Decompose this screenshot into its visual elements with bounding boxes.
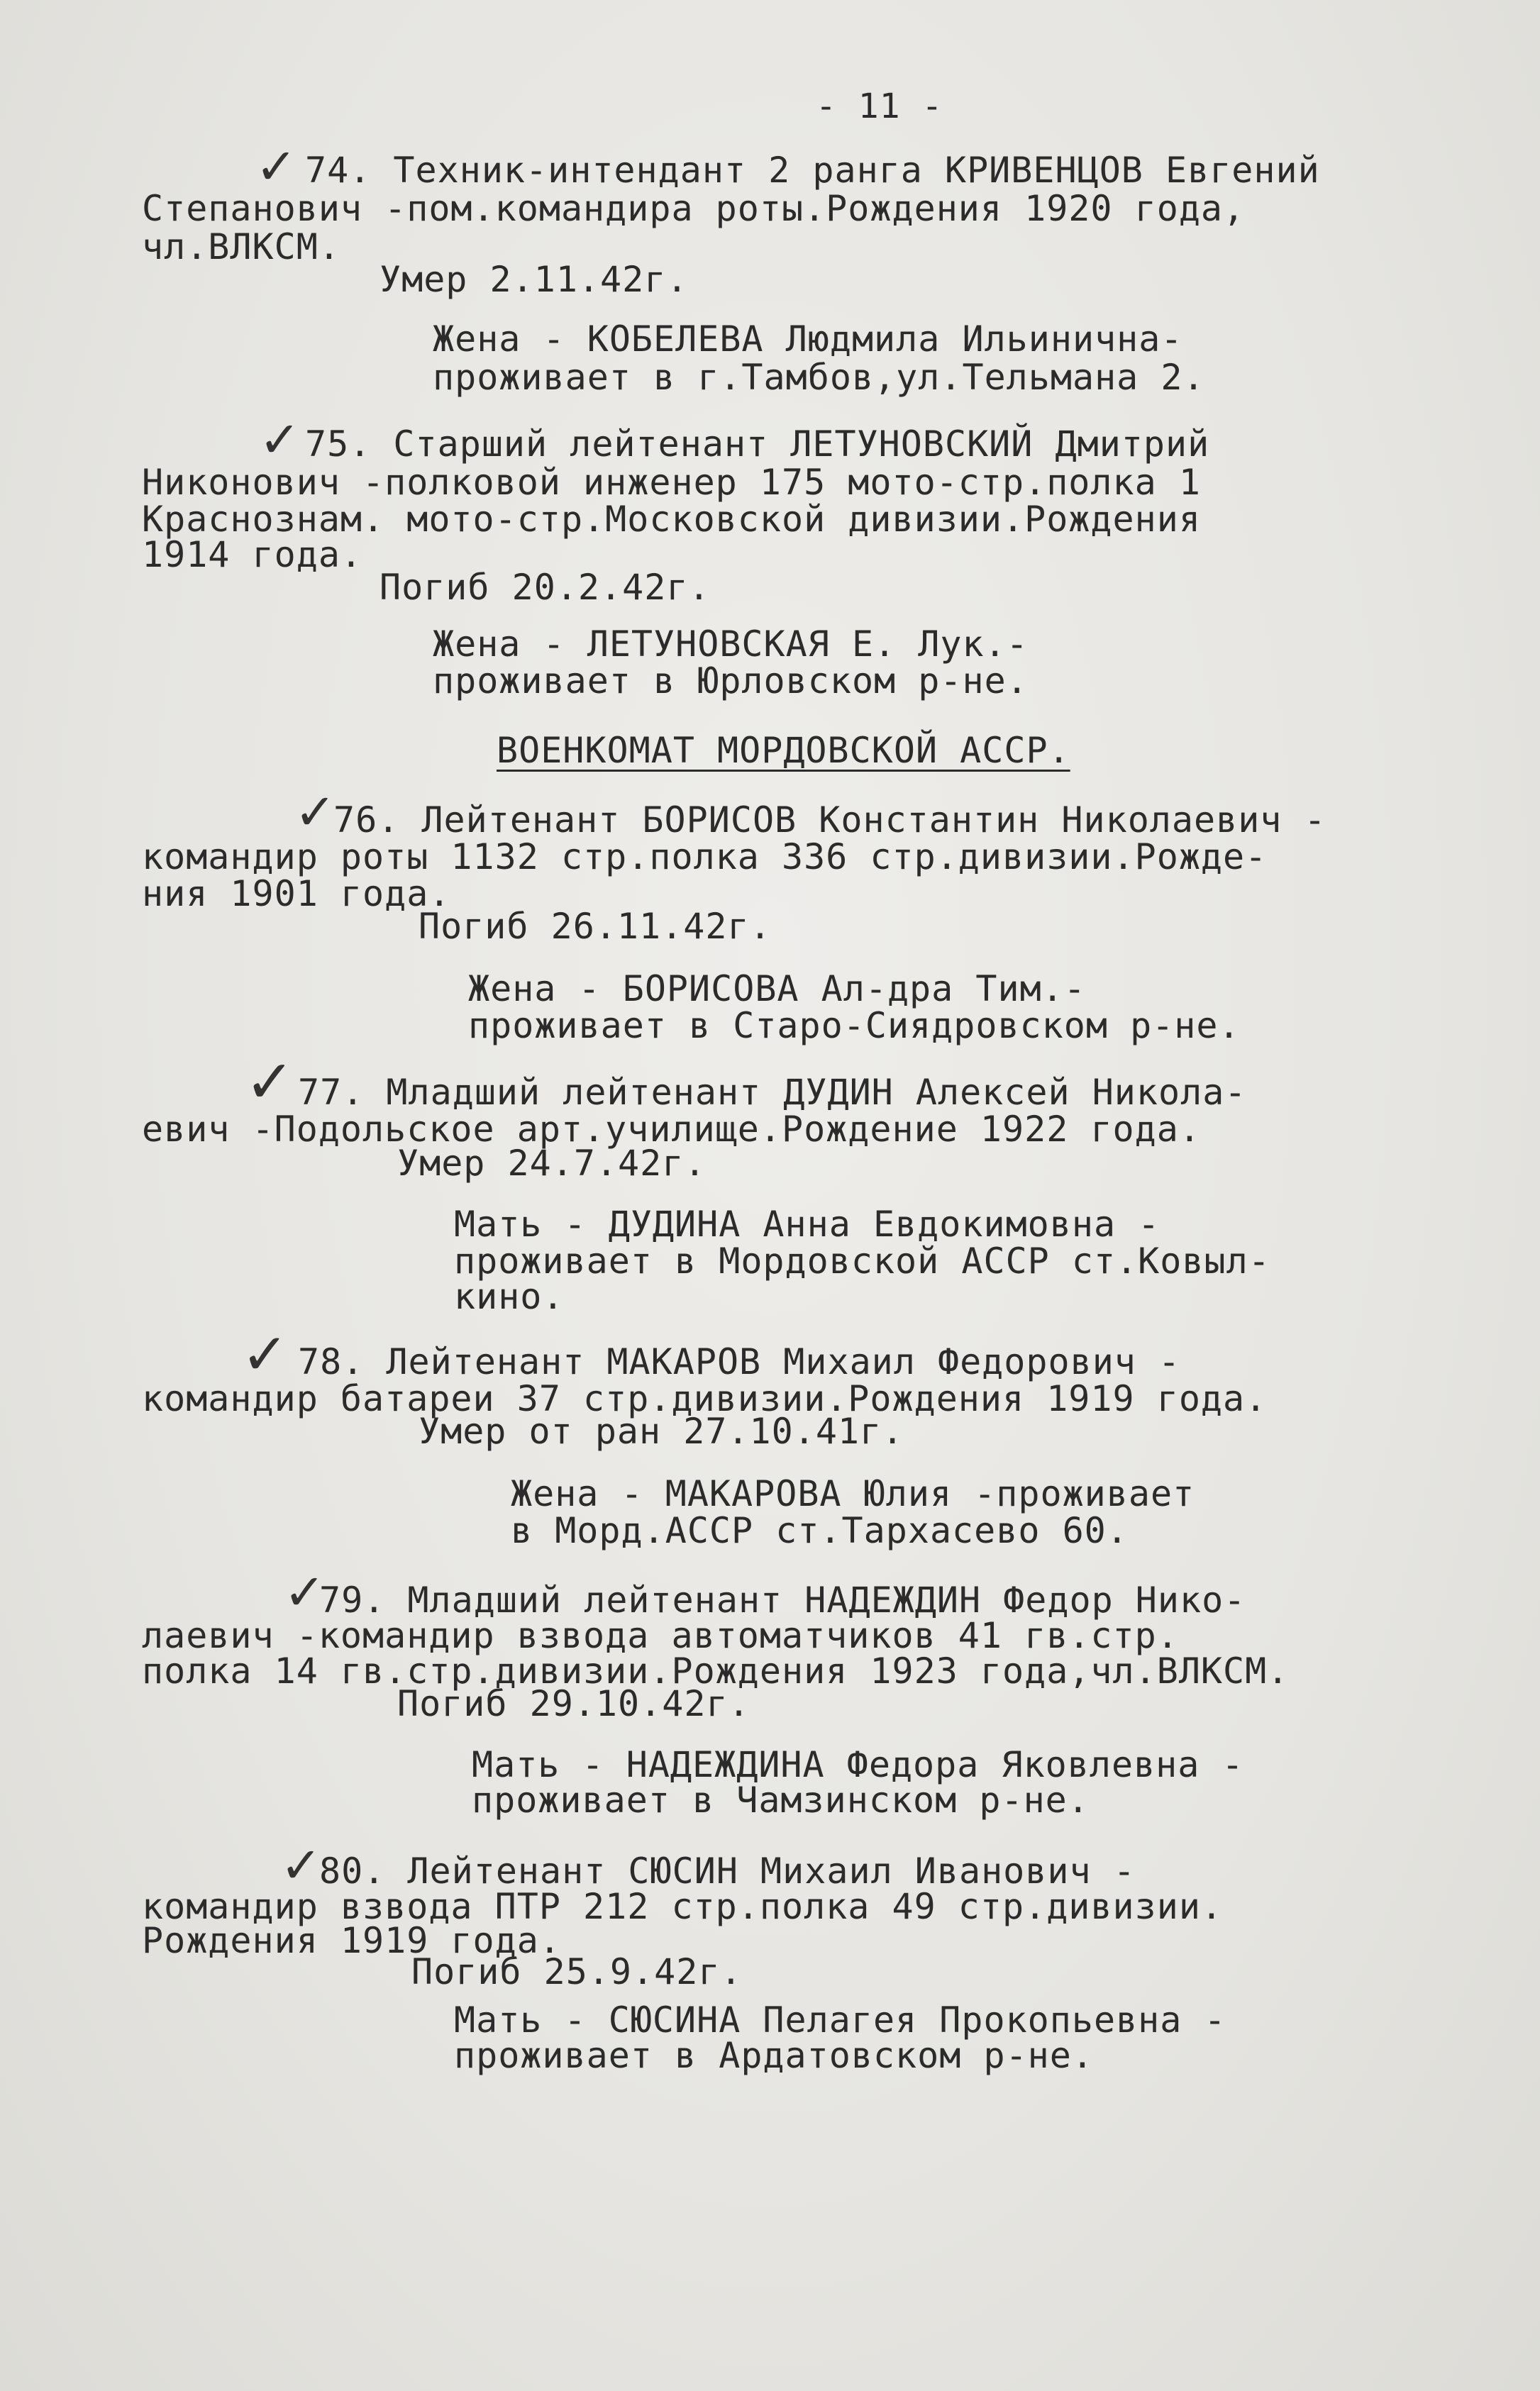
entry-78-line-1: 78. Лейтенант МАКАРОВ Михаил Федорович - <box>298 1341 1181 1382</box>
entry-79-relative-1: Мать - НАДЕЖДИНА Федора Яковлевна - <box>472 1744 1244 1785</box>
entry-75-line-4: 1914 года. <box>142 534 363 575</box>
entry-80-line-2: командир взвода ПТР 212 стр.полка 49 стр.дивизии. <box>142 1886 1224 1927</box>
check-mark-icon: ✓ <box>241 1321 289 1387</box>
entry-77-relative-3: кино. <box>454 1276 565 1317</box>
entry-74-relative-2: проживает в г.Тамбов,ул.Тельмана 2. <box>433 357 1205 398</box>
check-mark-icon: ✓ <box>259 411 301 469</box>
entry-75-line-2: Никонович -полковой инженер 175 мото-стр.полка 1 <box>142 462 1201 503</box>
section-heading: ВОЕНКОМАТ МОРДОВСКОЙ АССР. <box>497 730 1070 771</box>
entry-79-line-1: 79. Младший лейтенант НАДЕЖДИН Федор Нико- <box>319 1580 1246 1621</box>
entry-78-line-2: командир батареи 37 стр.дивизии.Рождения 1919 года. <box>142 1378 1268 1419</box>
entry-75-fate: Погиб 20.2.42г. <box>380 567 711 608</box>
entry-80-relative-2: проживает в Ардатовском р-не. <box>454 2035 1094 2076</box>
entry-76-line-2: командир роты 1132 стр.полка 336 стр.дивизии.Рожде- <box>142 836 1268 877</box>
entry-74-line-3: чл.ВЛКСМ. <box>142 226 340 267</box>
entry-74-relative-1: Жена - КОБЕЛЕВА Людмила Ильинична- <box>433 318 1183 360</box>
entry-76-line-1: 76. Лейтенант БОРИСОВ Константин Николаевич - <box>333 799 1326 841</box>
entry-78-relative-2: в Морд.АССР ст.Тархасево 60. <box>511 1510 1129 1551</box>
entry-74-line-2: Степанович -пом.командира роты.Рождения 1920 года, <box>142 188 1246 229</box>
check-mark-icon: ✓ <box>284 1563 326 1621</box>
page-number: - 11 - <box>816 87 943 126</box>
check-mark-icon: ✓ <box>245 1047 295 1116</box>
entry-75-line-3: Краснознам. мото-стр.Московской дивизии.Рождения <box>142 499 1201 540</box>
entry-80-fate: Погиб 25.9.42г. <box>411 1951 743 1992</box>
entry-75-relative-2: проживает в Юрловском р-не. <box>433 660 1029 701</box>
entry-75-relative-1: Жена - ЛЕТУНОВСКАЯ Е. Лук.- <box>433 623 1029 665</box>
entry-78-fate: Умер от ран 27.10.41г. <box>419 1411 904 1452</box>
entry-74-line-1: 74. Техник-интендант 2 ранга КРИВЕНЦОВ Евгений <box>305 150 1320 191</box>
entry-77-relative-2: проживает в Мордовской АССР ст.Ковыл- <box>454 1241 1270 1282</box>
entry-80-line-1: 80. Лейтенант СЮСИН Михаил Иванович - <box>319 1851 1136 1892</box>
entry-77-line-1: 77. Младший лейтенант ДУДИН Алексей Никола- <box>298 1072 1247 1113</box>
check-mark-icon: ✓ <box>255 138 297 196</box>
entry-80-line-3: Рождения 1919 года. <box>142 1920 561 1961</box>
check-mark-icon: ✓ <box>280 1836 322 1895</box>
entry-79-line-3: полка 14 гв.стр.дивизии.Рождения 1923 года,чл.ВЛКСМ. <box>142 1651 1290 1692</box>
entry-74-fate: Умер 2.11.42г. <box>380 259 689 300</box>
check-mark-icon: ✓ <box>294 783 336 841</box>
entry-79-fate: Погиб 29.10.42г. <box>397 1683 750 1724</box>
entry-79-relative-2: проживает в Чамзинском р-не. <box>472 1780 1090 1821</box>
entry-76-fate: Погиб 26.11.42г. <box>419 906 772 947</box>
entry-78-relative-1: Жена - МАКАРОВА Юлия -проживает <box>511 1473 1195 1514</box>
entry-75-line-1: 75. Старший лейтенант ЛЕТУНОВСКИЙ Дмитрий <box>305 423 1210 465</box>
entry-77-line-2: евич -Подольское арт.училище.Рождение 1922 года. <box>142 1109 1201 1150</box>
entry-76-line-3: ния 1901 года. <box>142 873 451 914</box>
entry-77-fate: Умер 24.7.42г. <box>397 1143 707 1184</box>
entry-79-line-2: лаевич -командир взвода автоматчиков 41 гв.стр. <box>142 1615 1179 1656</box>
entry-76-relative-2: проживает в Старо-Сиядровском р-не. <box>468 1005 1241 1046</box>
entry-77-relative-1: Мать - ДУДИНА Анна Евдокимовна - <box>454 1204 1160 1245</box>
entry-76-relative-1: Жена - БОРИСОВА Ал-дра Тим.- <box>468 968 1086 1009</box>
entry-80-relative-1: Мать - СЮСИНА Пелагея Прокопьевна - <box>454 1999 1226 2041</box>
